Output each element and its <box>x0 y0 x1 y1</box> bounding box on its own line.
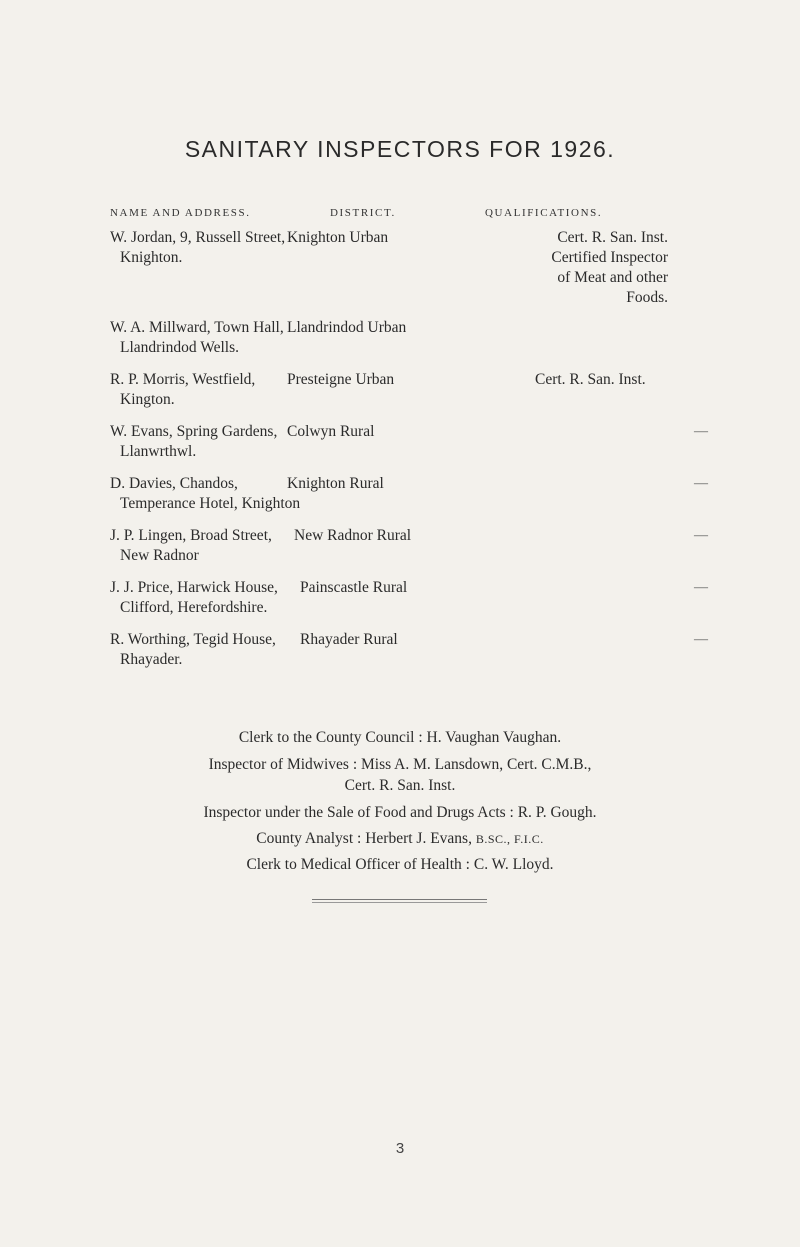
qualification-line: of Meat and other <box>557 269 668 286</box>
no-qualification-dash: — <box>694 580 708 595</box>
inspector-name-address <box>110 578 325 618</box>
inspector-district: New Radnor Rural <box>294 527 412 544</box>
address-line: Clifford, Herefordshire. <box>120 599 268 616</box>
county-analyst-name: County Analyst : Herbert J. Evans, <box>256 830 472 847</box>
address-line: Llandrindod Wells. <box>120 339 240 356</box>
inspector-name-address <box>110 526 325 566</box>
county-analyst <box>0 829 800 849</box>
inspector-district: Llandrindod Urban <box>287 319 407 336</box>
header-name-address: NAME AND ADDRESS. <box>110 207 251 219</box>
clerk-medical-officer: Clerk to Medical Officer of Health : C. W. Lloyd. <box>246 856 554 873</box>
name-line: W. Evans, Spring Gardens, <box>110 423 278 440</box>
inspector-district: Knighton Urban <box>287 229 389 246</box>
name-line: W. A. Millward, Town Hall, <box>110 319 284 336</box>
clerk-county-council: Clerk to the County Council : H. Vaughan Vaughan. <box>238 729 562 746</box>
name-line: J. J. Price, Harwick House, <box>110 579 278 596</box>
header-district: DISTRICT. <box>330 207 396 219</box>
address-line: Llanwrthwl. <box>120 443 197 460</box>
inspector-midwives-cert: Cert. R. San. Inst. <box>344 777 456 794</box>
inspector-district: Rhayader Rural <box>300 631 398 648</box>
county-analyst-degrees: B.SC., F.I.C. <box>475 832 544 846</box>
no-qualification-dash: — <box>694 424 708 439</box>
inspector-qualifications <box>418 228 668 308</box>
qualification-line: Foods. <box>626 289 668 306</box>
no-qualification-dash: — <box>694 528 708 543</box>
name-line: J. P. Lingen, Broad Street, <box>110 527 272 544</box>
inspector-district: Colwyn Rural <box>287 423 375 440</box>
inspector-district: Presteigne Urban <box>287 371 395 388</box>
address-line: Rhayader. <box>120 651 183 668</box>
page-title: SANITARY INSPECTORS FOR 1926. <box>184 136 616 162</box>
inspector-name-address <box>110 630 325 670</box>
name-line: R. P. Morris, Westfield, <box>110 371 256 388</box>
qualification-line: Cert. R. San. Inst. <box>535 371 646 388</box>
name-line: D. Davies, Chandos, <box>110 475 238 492</box>
no-qualification-dash: — <box>694 476 708 491</box>
inspector-district: Knighton Rural <box>287 475 384 492</box>
address-line: Kington. <box>120 391 175 408</box>
no-qualification-dash: — <box>694 632 708 647</box>
qualification-line: Certified Inspector <box>551 249 668 266</box>
address-line: New Radnor <box>120 547 199 564</box>
inspector-qualifications <box>535 370 646 390</box>
address-line: Temperance Hotel, Knighton <box>120 495 301 512</box>
page-number: 3 <box>395 1140 405 1157</box>
qualification-line: Cert. R. San. Inst. <box>557 229 668 246</box>
inspector-midwives: Inspector of Midwives : Miss A. M. Lansdown, Cert. C.M.B., <box>208 756 592 773</box>
inspector-food-drugs: Inspector under the Sale of Food and Drugs Acts : R. P. Gough. <box>203 804 597 821</box>
address-line: Knighton. <box>120 249 183 266</box>
section-divider <box>312 899 487 900</box>
header-qualifications: QUALIFICATIONS. <box>485 207 603 219</box>
section-divider <box>312 902 487 903</box>
name-line: W. Jordan, 9, Russell Street, <box>110 229 286 246</box>
name-line: R. Worthing, Tegid House, <box>110 631 276 648</box>
inspector-district: Painscastle Rural <box>300 579 408 596</box>
